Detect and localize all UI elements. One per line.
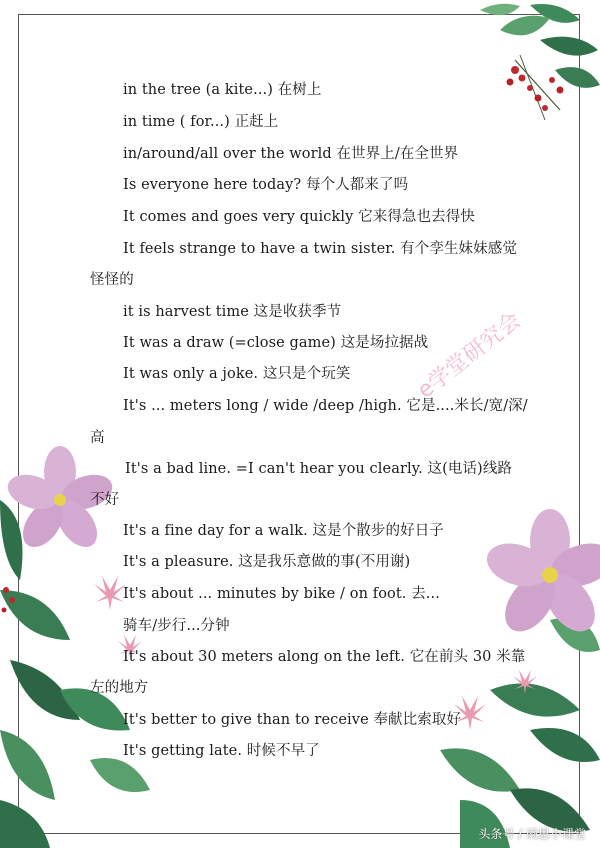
phrase-line: It's a bad line. =I can't hear you clearly. 这(电话)线路 — [125, 461, 513, 477]
phrase-line: It's ... meters long / wide /deep /high. 它是....米长/宽/深/ — [123, 398, 528, 414]
phrase-line: Is everyone here today? 每个人都来了吗 — [123, 177, 409, 193]
phrase-line: in/around/all over the world 在世界上/在全世界 — [123, 146, 459, 162]
watermark-text: e学堂研究会 — [413, 307, 526, 404]
phrase-line-continuation: 高 — [90, 430, 105, 446]
phrase-line: It's about ... minutes by bike / on foot. 去... — [123, 586, 440, 602]
phrase-line: in time ( for...) 正赶上 — [123, 114, 279, 130]
phrase-line: It's better to give than to receive 奉献比索取好 — [123, 712, 462, 728]
phrase-line: It's getting late. 时候不早了 — [123, 743, 320, 759]
phrase-line: in the tree (a kite...) 在树上 — [123, 82, 322, 98]
phrase-line-continuation: 不好 — [90, 492, 120, 508]
footer-credit: 头条号 / 雨思小课堂 — [478, 827, 586, 841]
phrase-line-continuation: 左的地方 — [90, 680, 149, 696]
phrase-line: It was only a joke. 这只是个玩笑 — [123, 366, 351, 382]
phrase-line: It's a fine day for a walk. 这是个散步的好日子 — [123, 523, 444, 539]
phrase-line-continuation: 怪怪的 — [90, 272, 134, 288]
phrase-line: It's a pleasure. 这是我乐意做的事(不用谢) — [123, 554, 411, 570]
phrase-line: It feels strange to have a twin sister. 有个孪生妹妹感觉 — [123, 241, 517, 257]
phrase-line: It's about 30 meters along on the left. 它在前头 30 米靠 — [123, 649, 526, 665]
phrase-line: It was a draw (=close game) 这是场拉据战 — [123, 335, 429, 351]
phrase-line: It comes and goes very quickly 它来得急也去得快 — [123, 209, 475, 225]
phrase-line: it is harvest time 这是收获季节 — [123, 304, 342, 320]
phrase-line-continuation: 骑车/步行...分钟 — [123, 618, 230, 634]
